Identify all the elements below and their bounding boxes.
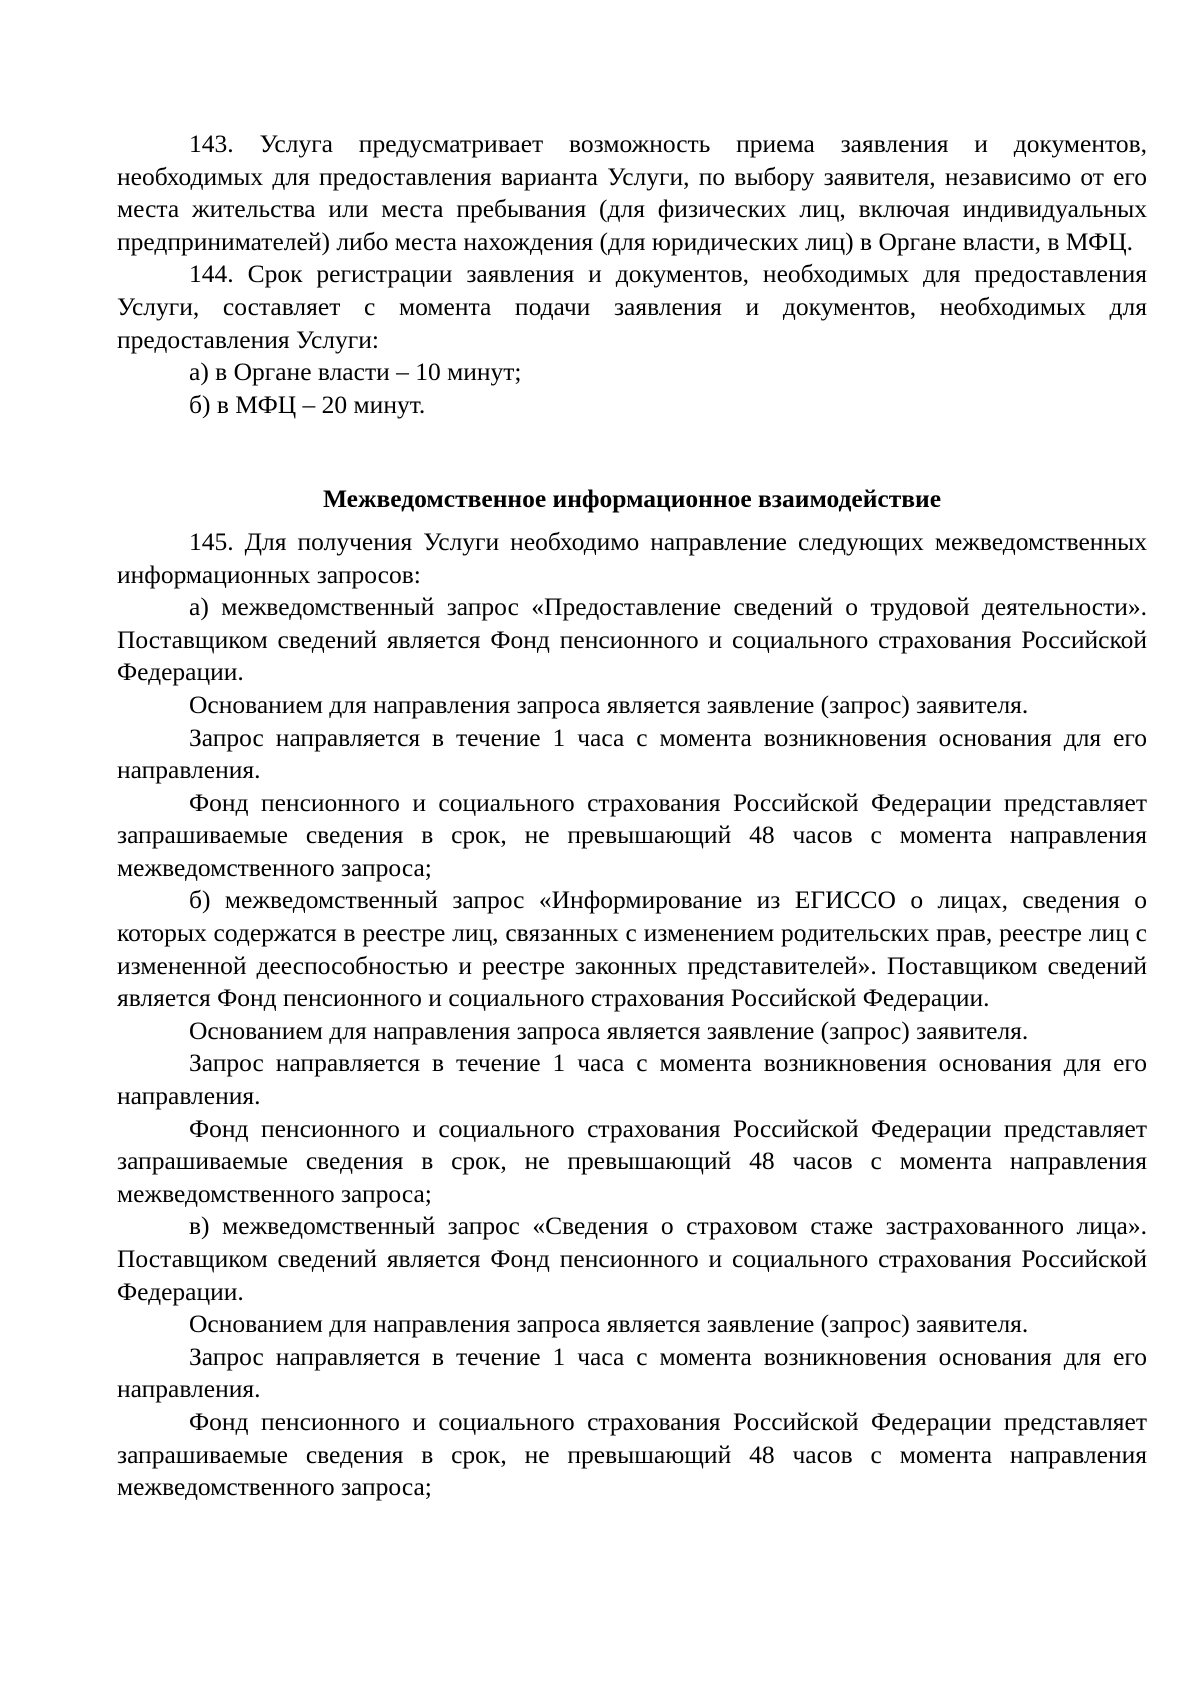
request-b-timing: Запрос направляется в течение 1 часа с момента возникновения основания для его направления.	[117, 1048, 1147, 1111]
request-b-basis: Основанием для направления запроса является заявление (запрос) заявителя.	[189, 1015, 1029, 1045]
request-a-response: Фонд пенсионного и социального страхования Российской Федерации представляет запрашиваемые сведения в срок, не превышающий 48 часов с момента направления межведомственного запроса;	[117, 787, 1147, 882]
request-a: а) межведомственный запрос «Предоставление сведений о трудовой деятельности». Поставщиком сведений является Фонд пенсионного и социального страхования Российской Федерации.	[117, 592, 1147, 687]
request-c-response: Фонд пенсионного и социального страхования Российской Федерации представляет запрашиваемые сведения в срок, не превышающий 48 часов с момента направления межведомственного запроса;	[117, 1406, 1147, 1502]
request-c-timing: Запрос направляется в течение 1 часа с момента возникновения основания для его направления.	[117, 1341, 1147, 1404]
document-page	[117, 128, 1147, 1504]
paragraph-144: 144. Срок регистрации заявления и документов, необходимых для предоставления Услуги, составляет с момента подачи заявления и документов, необходимых для предоставления Услуги:	[117, 259, 1147, 354]
list-item-144-a: а) в Органе власти – 10 минут;	[189, 357, 522, 387]
request-a-basis: Основанием для направления запроса является заявление (запрос) заявителя.	[189, 689, 1029, 719]
request-c-basis: Основанием для направления запроса является заявление (запрос) заявителя.	[189, 1309, 1029, 1339]
request-b: б) межведомственный запрос «Информирование из ЕГИССО о лицах, сведения о которых содержатся в реестре лиц, связанных с изменением родительских прав, реестре лиц с измененной дееспособностью и реестре законных представителей». Поставщиком сведений является Фонд пенсионного и социального страхования Российской Федерации.	[117, 885, 1147, 1013]
request-a-timing: Запрос направляется в течение 1 часа с момента возникновения основания для его направления.	[117, 722, 1147, 785]
list-item-144-b: б) в МФЦ – 20 минут.	[189, 389, 426, 419]
section-spacer	[117, 421, 1147, 483]
request-b-response: Фонд пенсионного и социального страхования Российской Федерации представляет запрашиваемые сведения в срок, не превышающий 48 часов с момента направления межведомственного запроса;	[117, 1113, 1147, 1208]
heading-spacer	[117, 516, 1147, 526]
paragraph-143: 143. Услуга предусматривает возможность приема заявления и документов, необходимых для предоставления варианта Услуги, по выбору заявителя, независимо от его места жительства или места пребывания (для физических лиц, включая индивидуальных предпринимателей) либо места нахождения (для юридических лиц) в Органе власти, в МФЦ.	[117, 129, 1147, 256]
paragraph-145: 145. Для получения Услуги необходимо направление следующих межведомственных информационных запросов:	[117, 526, 1147, 589]
request-c: в) межведомственный запрос «Сведения о страховом стаже застрахованного лица». Поставщиком сведений является Фонд пенсионного и социального страхования Российской Федерации.	[117, 1211, 1147, 1306]
section-heading: Межведомственное информационное взаимодействие	[322, 484, 942, 514]
